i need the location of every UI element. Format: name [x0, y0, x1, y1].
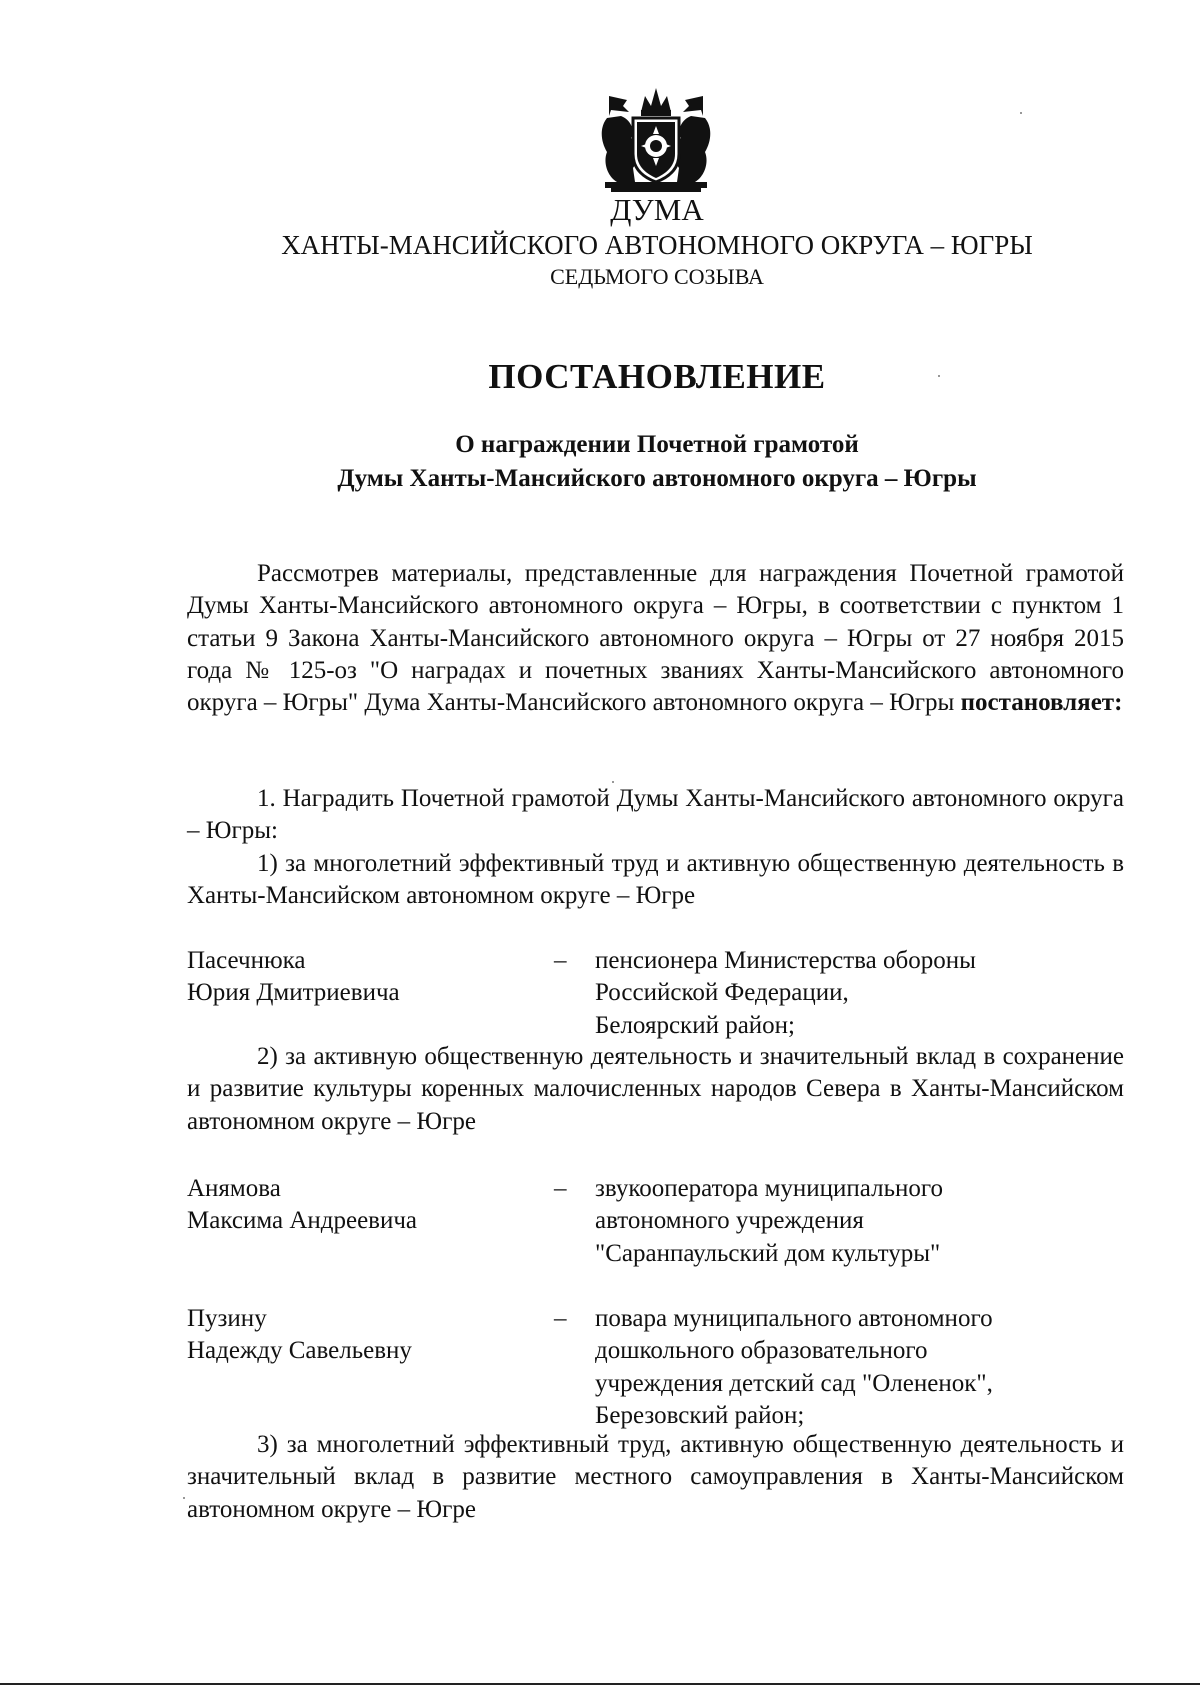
section-1-title: 1) за многолетний эффективный труд и активную общественную деятельность в Ханты-Мансийском автономном округе – Югре — [187, 850, 1124, 910]
issuer-region: ХАНТЫ-МАНСИЙСКОГО АВТОНОМНОГО ОКРУГА – ЮГРЫ — [281, 230, 1033, 260]
document-type-heading: ПОСТАНОВЛЕНИЕ — [488, 357, 826, 396]
document-subject-line-1: О награждении Почетной грамотой — [455, 431, 859, 458]
awardee-name: Пасечнюка Юрия Дмитриевича — [187, 947, 400, 1007]
document-subject-line-2: Думы Ханты-Мансийского автономного округа – Югры — [337, 465, 977, 492]
awardee-description: звукооператора муниципального автономного учреждения "Саранпаульский дом культуры" — [595, 1175, 943, 1267]
page-bottom-rule — [0, 1683, 1200, 1685]
scan-speck — [938, 375, 940, 377]
awardee-name: Пузину Надежду Савельевну — [187, 1305, 412, 1365]
scan-speck — [183, 1497, 185, 1499]
awardee-row — [187, 1173, 1124, 1270]
awardee-row — [187, 1303, 1124, 1433]
section-2-title: 2) за активную общественную деятельность и значительный вклад в сохранение и развитие культуры коренных малочисленных народов Севера в Ханты-Мансийском автономном округе – Югре — [187, 1043, 1124, 1135]
resolves-word: постановляет: — [960, 689, 1123, 717]
section-3-title: 3) за многолетний эффективный труд, активную общественную деятельность и значительный вклад в развитие местного самоуправления в Ханты-Мансийском автономном округе – Югре — [187, 1431, 1124, 1523]
preamble-paragraph — [187, 558, 1124, 719]
scan-speck — [1020, 112, 1022, 114]
coat-of-arms-emblem — [597, 82, 715, 194]
issuer-title: ДУМА — [610, 192, 704, 227]
awardee-name: Анямова Максима Андреевича — [187, 1175, 418, 1235]
preamble-text: Рассмотрев материалы, представленные для награждения Почетной грамотой Думы Ханты-Мансийского автономного округа – Югры, в соответствии с пунктом 1 статьи 9 Закона Ханты-Мансийского автономного округа – Югры от 27 ноября 2015 года № 125-оз "О наградах и почетных званиях Ханты-Мансийского автономного округа – Югры" Дума Ханты-Мансийского автономного округа – Югры — [187, 560, 1124, 717]
awardee-row — [187, 945, 1124, 1042]
issuer-convocation: СЕДЬМОГО СОЗЫВА — [550, 264, 764, 289]
awardee-dash: – — [554, 1175, 567, 1202]
scan-speck — [612, 781, 614, 783]
awardee-dash: – — [554, 1305, 567, 1332]
awardee-description: пенсионера Министерства обороны Российской Федерации, Белоярский район; — [595, 947, 976, 1039]
awardee-description: повара муниципального автономного дошкольного образовательного учреждения детский сад "Олененок", Березовский район; — [595, 1305, 993, 1429]
clause-1-paragraph: 1. Наградить Почетной грамотой Думы Ханты-Мансийского автономного округа – Югры: — [187, 785, 1124, 845]
awardee-dash: – — [554, 947, 567, 974]
